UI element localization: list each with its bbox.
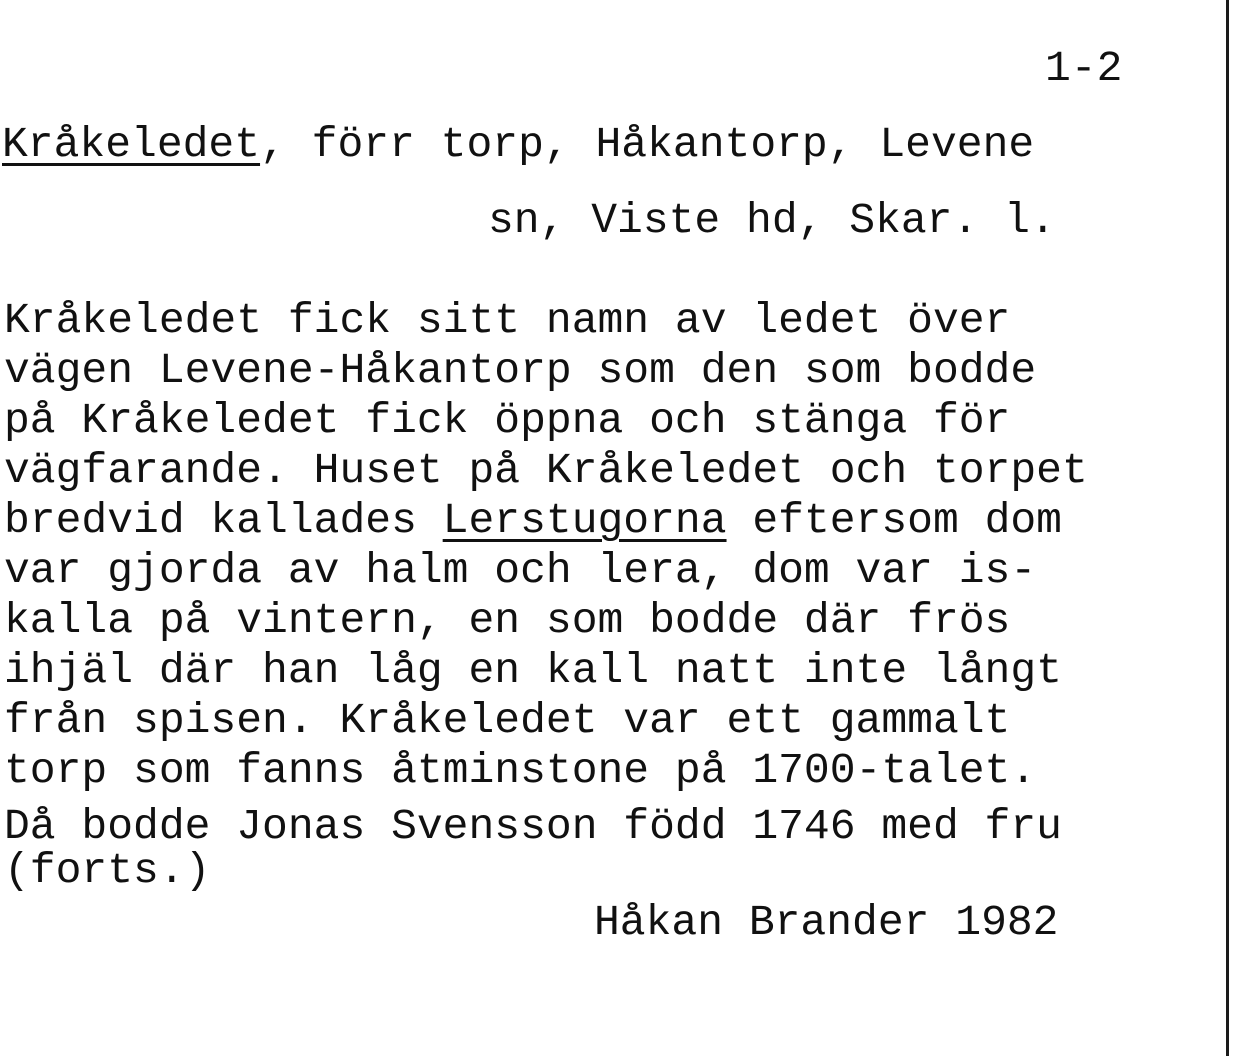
- heading-line-1: [2, 120, 1034, 170]
- underlined-term: Lerstugorna: [442, 496, 727, 545]
- heading-rest: , förr torp, Håkantorp, Levene: [260, 120, 1035, 169]
- body-line-1: Kråkeledet fick sitt namn av ledet över: [4, 296, 1011, 345]
- body-line-8: ihjäl där han låg en kall natt inte långt: [4, 646, 1062, 695]
- heading-line-2: sn, Viste hd, Skar. l.: [488, 196, 1056, 245]
- body-line-11: Då bodde Jonas Svensson född 1746 med fru: [4, 802, 1062, 851]
- body-line-4: vägfarande. Huset på Kråkeledet och torpet: [4, 446, 1088, 495]
- place-name: Kråkeledet: [2, 120, 261, 169]
- body-line-12: (forts.): [4, 846, 211, 895]
- body-line-5: [4, 496, 1062, 546]
- body-line-2: vägen Levene-Håkantorp som den som bodde: [4, 346, 1037, 395]
- body-line-10: torp som fanns åtminstone på 1700-talet.: [4, 746, 1037, 795]
- body-line-5-post: eftersom dom: [726, 496, 1062, 545]
- page-number: 1-2: [1045, 44, 1123, 93]
- body-line-9: från spisen. Kråkeledet var ett gammalt: [4, 696, 1011, 745]
- body-line-7: kalla på vintern, en som bodde där frös: [4, 596, 1011, 645]
- body-line-3: på Kråkeledet fick öppna och stänga för: [4, 396, 1011, 445]
- signature: Håkan Brander 1982: [594, 898, 1059, 947]
- body-line-6: var gjorda av halm och lera, dom var is-: [4, 546, 1037, 595]
- card-edge-line: [1226, 0, 1229, 1056]
- body-line-5-pre: bredvid kallades: [4, 496, 443, 545]
